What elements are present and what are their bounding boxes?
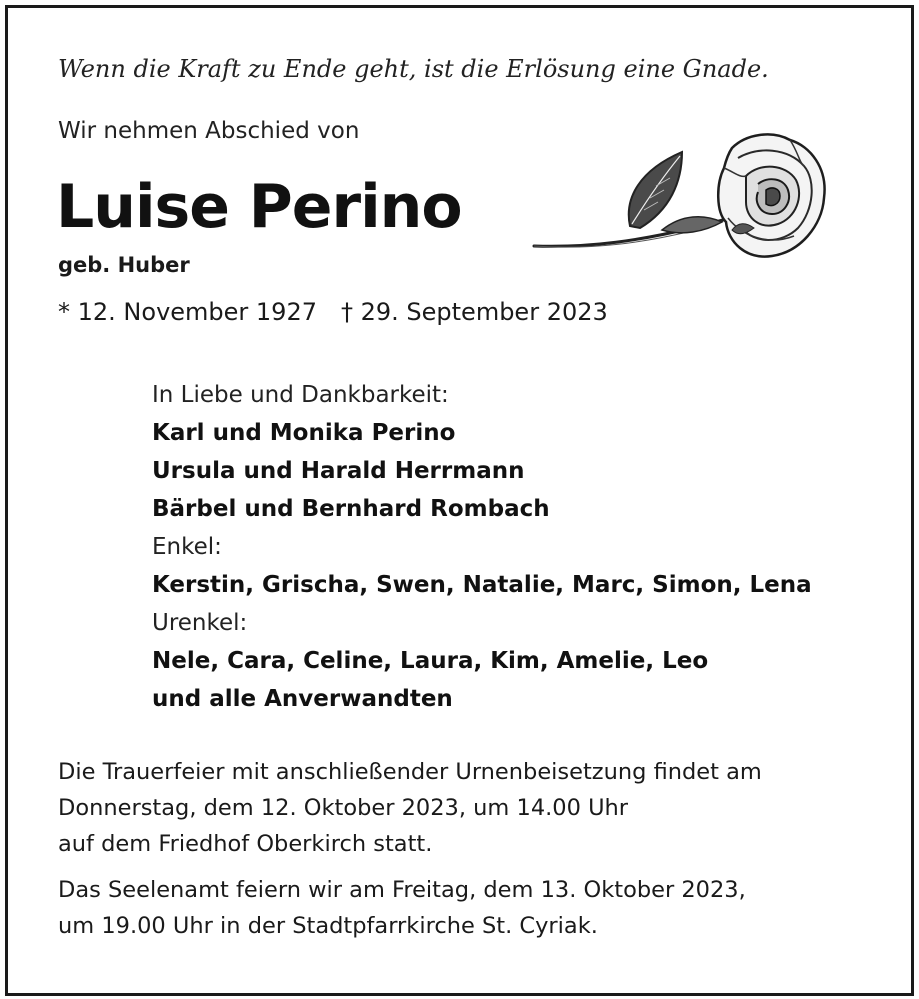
mass-paragraph [58,872,762,944]
grandchildren-names: Kerstin, Grischa, Swen, Natalie, Marc, Simon, Lena [152,572,812,598]
motto: Wenn die Kraft zu Ende geht, ist die Erlösung eine Gnade. [58,55,769,83]
rose-icon [532,118,832,278]
funeral-paragraph [58,754,762,862]
mass-line: um 19.00 Uhr in der Stadtpfarrkirche St. Cyriak. [58,913,598,939]
life-dates [58,298,608,326]
great-grandchildren-label: Urenkel: [152,610,248,636]
funeral-line: auf dem Friedhof Oberkirch statt. [58,831,433,857]
mourners-heading: In Liebe und Dankbarkeit: [152,382,449,408]
relatives-line: und alle Anverwandten [152,686,453,712]
deceased-name: Luise Perino [56,172,462,242]
intro-text: Wir nehmen Abschied von [58,118,360,144]
birth-date: * 12. November 1927 [58,298,317,326]
grandchildren-label: Enkel: [152,534,222,560]
funeral-line: Donnerstag, dem 12. Oktober 2023, um 14.00 Uhr [58,795,629,821]
funeral-line: Die Trauerfeier mit anschließender Urnenbeisetzung findet am [58,759,762,785]
great-grandchildren-names: Nele, Cara, Celine, Laura, Kim, Amelie, Leo [152,648,709,674]
family-line: Ursula und Harald Herrmann [152,458,525,484]
family-line: Karl und Monika Perino [152,420,456,446]
mourners-list [152,376,812,718]
family-line: Bärbel und Bernhard Rombach [152,496,550,522]
death-date: † 29. September 2023 [340,298,608,326]
mass-line: Das Seelenamt feiern wir am Freitag, dem 13. Oktober 2023, [58,877,746,903]
ceremony-details [58,754,762,944]
maiden-name: geb. Huber [58,253,190,277]
